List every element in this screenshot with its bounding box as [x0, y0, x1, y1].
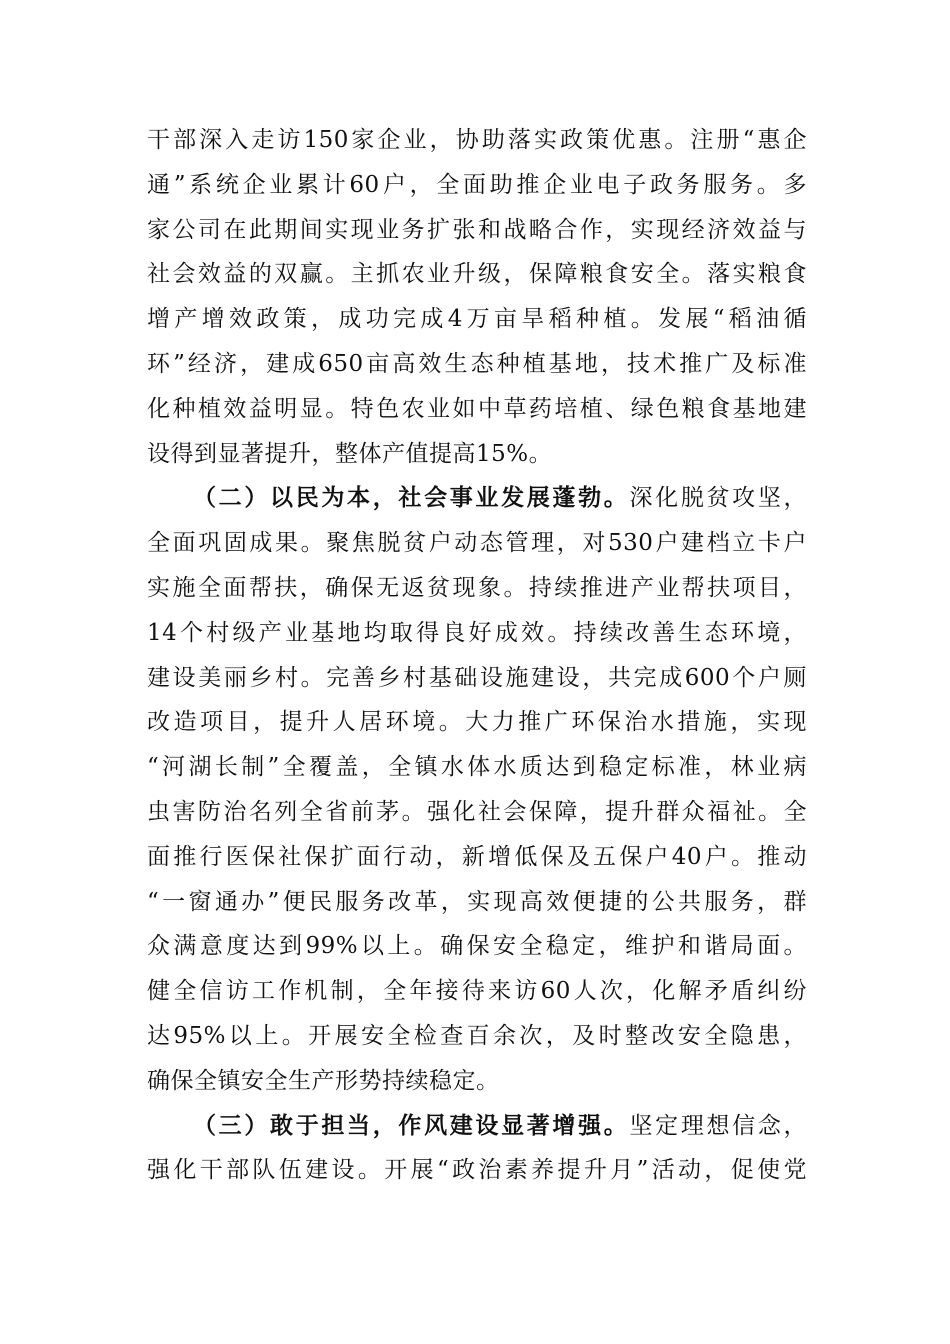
section-heading-3: （三）敢于担当，作风建设显著增强。	[193, 1111, 630, 1139]
text-line: 社会效益的双赢。主抓农业升级，保障粮食安全。落实粮食	[147, 261, 807, 288]
text-line: 设得到显著提升，整体产值提高15%。	[147, 440, 553, 467]
text-line: 全面巩固成果。聚焦脱贫户动态管理，对530户建档立卡户	[147, 530, 807, 557]
text-line: 干部深入走访150家企业，协助落实政策优惠。注册“惠企	[147, 127, 807, 153]
section-heading-2: （二）以民为本，社会事业发展蓬勃。	[193, 484, 630, 512]
paragraph-3	[147, 1104, 807, 1194]
text-line: 改造项目，提升人居环境。大力推广环保治水措施，实现	[147, 709, 807, 736]
text-line: 虫害防治名列全省前茅。强化社会保障，提升群众福祉。全	[147, 798, 807, 825]
text-line: 确保全镇安全生产形势持续稳定。	[147, 1067, 500, 1094]
section-heading-line	[147, 476, 807, 521]
text-line: 强化干部队伍建设。开展“政治素养提升月”活动，促使党	[147, 1157, 807, 1184]
text-line: 家公司在此期间实现业务扩张和战略合作，实现经济效益与	[147, 216, 807, 243]
text-line: 增产增效政策，成功完成4万亩旱稻种植。发展“稻油循	[147, 306, 807, 333]
text-line: 达95%以上。开展安全检查百余次，及时整改安全隐患，	[147, 1022, 807, 1049]
text-line: “一窗通办”便民服务改革，实现高效便捷的公共服务，群	[147, 888, 807, 915]
text-line: 众满意度达到99%以上。确保安全稳定，维护和谐局面。	[147, 933, 807, 960]
text-line: 建设美丽乡村。完善乡村基础设施建设，共完成600个户厕	[147, 664, 807, 691]
paragraph-1	[147, 118, 807, 476]
text-line: 健全信访工作机制，全年接待来访60人次，化解矛盾纠纷	[147, 978, 807, 1005]
section-heading-line	[147, 1104, 807, 1149]
text-line: 化种植效益明显。特色农业如中草药培植、绿色粮食基地建	[147, 395, 807, 422]
document-body	[147, 118, 807, 1193]
heading-line-rest: 深化脱贫攻坚，	[629, 485, 808, 512]
text-line: 实施全面帮扶，确保无返贫现象。持续推进产业帮扶项目，	[147, 574, 807, 601]
text-line: 环”经济，建成650亩高效生态种植基地，技术推广及标准	[147, 350, 807, 377]
text-line: 面推行医保社保扩面行动，新增低保及五保户40户。推动	[147, 843, 807, 870]
text-line: 通”系统企业累计60户，全面助推企业电子政务服务。多	[147, 171, 807, 198]
heading-line-rest: 坚定理想信念，	[629, 1112, 808, 1139]
paragraph-2	[147, 476, 807, 1103]
text-line: 14个村级产业基地均取得良好成效。持续改善生态环境，	[147, 619, 807, 646]
text-line: “河湖长制”全覆盖，全镇水体水质达到稳定标准，林业病	[147, 754, 807, 781]
